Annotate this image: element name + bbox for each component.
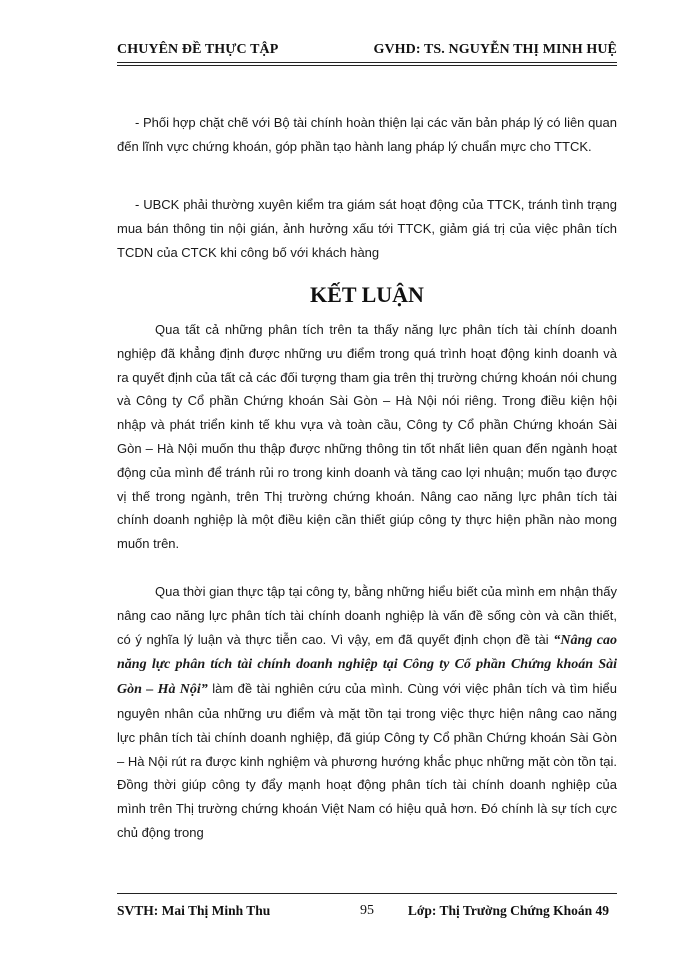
header-rule	[117, 62, 617, 63]
page-number: 95	[360, 903, 374, 918]
page-header	[117, 30, 617, 66]
bullet-text-2: - UBCK phải thường xuyên kiểm tra giám sát hoạt động của TTCK, tránh tình trạng mua bán thông tin nội gián, ảnh hưởng xấu tới TTCK, giảm giá trị của việc phân tích TCDN của CTCK khi công bố với khách hàng	[117, 197, 617, 260]
header-course-title: CHUYÊN ĐỀ THỰC TẬP	[117, 42, 279, 57]
paragraph-1-text: Qua tất cả những phân tích trên ta thấy năng lực phân tích tài chính doanh nghiệp đã khẳng định được những ưu điểm trong quá trình hoạt động kinh doanh và ra quyết định của tất cả các đối tượng tham gia trên thị trường chứng khoán nói chung và Công ty Cổ phần Chứng khoán Sài Gòn – Hà Nội nói riêng. Trong điều kiện hội nhập và phát triển kinh tế khu vựa và toàn cầu, Công ty Cổ phần Chứng khoán Sài Gòn – Hà Nội muốn thu thập được những thông tin tốt nhất liên quan đến ngành hoạt động của mình để tránh rủi ro trong kinh doanh và tăng cao lợi nhuận; muốn tạo được vị thế trong ngành, trên Thị trường chứng khoán. Nâng cao năng lực phân tích tài chính doanh nghiệp là một điều kiện cần thiết giúp công ty thực hiện phần nào mong muốn trên.	[117, 322, 617, 552]
header-rule-double	[117, 65, 617, 66]
conclusion-paragraph-1	[117, 318, 617, 556]
bullet-paragraph-2	[117, 193, 617, 264]
header-supervisor: GVHD: TS. NGUYỄN THỊ MINH HUỆ	[373, 42, 617, 57]
footer-class: Lớp: Thị Trường Chứng Khoán 49	[407, 903, 609, 918]
bullet-paragraph-1	[117, 111, 617, 159]
paragraph-2-text	[117, 580, 617, 845]
footer-rule	[117, 893, 617, 894]
paragraph-2-before: Qua thời gian thực tập tại công ty, bằng những hiểu biết của mình em nhận thấy nâng cao năng lực phân tích tài chính doanh nghiệp là vấn đề sống còn và cần thiết, có ý nghĩa lý luận và thực tiễn cao. Vì vậy, em đã quyết định chọn đề tài	[117, 584, 617, 647]
thesis-topic: “Nâng cao năng lực phân tích tài chính doanh nghiệp tại Công ty Cổ phần Chứng khoán Sài Gòn – Hà Nội”	[117, 632, 617, 698]
paragraph-2-after: làm đề tài nghiên cứu của mình. Cùng với việc phân tích và tìm hiểu nguyên nhân của những ưu điểm và mặt tồn tại trong việc thực hiện nâng cao năng lực phân tích tài chính doanh nghiệp, đã giúp Công ty Cổ phần Chứng khoán Sài Gòn – Hà Nội rút ra được kinh nghiệm và phương hướng khắc phục những mặt còn tồn tại. Đồng thời giúp công ty đẩy mạnh hoạt động phân tích tài chính doanh nghiệp của mình trên Thị trường chứng khoán Việt Nam có hiệu quả hơn. Đó chính là sự tích cực chủ động trong	[117, 681, 617, 840]
footer-student: SVTH: Mai Thị Minh Thu	[117, 903, 271, 918]
bullet-text-1: - Phối hợp chặt chẽ với Bộ tài chính hoàn thiện lại các văn bản pháp lý có liên quan đến lĩnh vực chứng khoán, góp phần tạo hành lang pháp lý chuẩn mực cho TTCK.	[117, 115, 617, 154]
page-footer	[117, 893, 617, 923]
conclusion-paragraph-2	[117, 580, 617, 845]
section-title: KẾT LUẬN	[310, 282, 424, 307]
